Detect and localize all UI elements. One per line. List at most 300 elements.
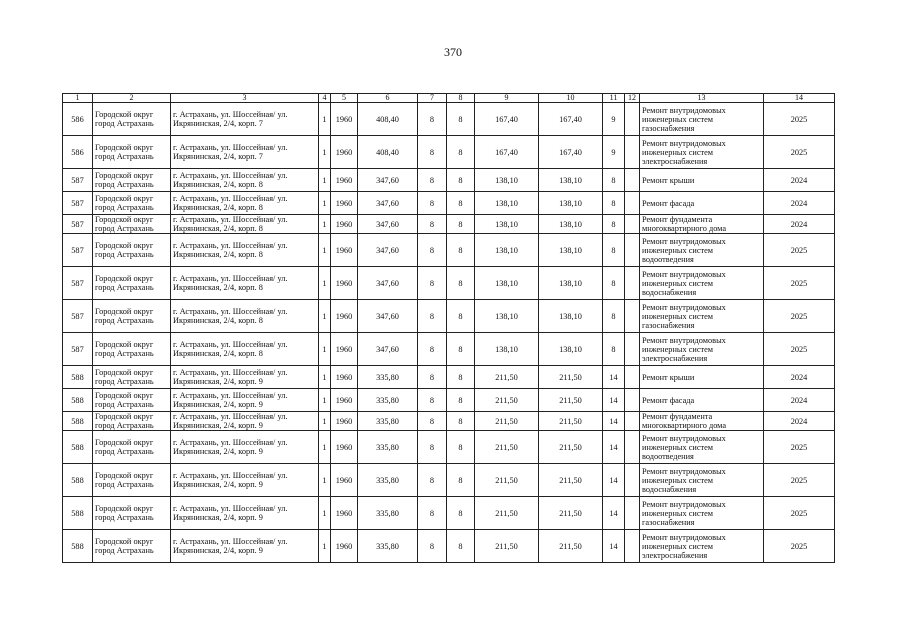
address-cell bbox=[171, 464, 319, 497]
col-11-cell: 14 bbox=[603, 464, 625, 497]
municipality-cell bbox=[93, 431, 171, 464]
municipality-line-2: город Астрахань bbox=[95, 316, 154, 325]
address-cell bbox=[171, 103, 319, 136]
address-line-2: Икрянинская, 2/4, корп. 7 bbox=[173, 119, 263, 128]
municipality-line-1: Городской округ bbox=[95, 438, 154, 447]
address-line-2: Икрянинская, 2/4, корп. 9 bbox=[173, 447, 263, 456]
work-type-line-1: Ремонт фундамента bbox=[642, 412, 713, 421]
column-header: 1 bbox=[63, 94, 93, 103]
work-type-line-3: водоснабжения bbox=[642, 484, 697, 494]
work-type-cell bbox=[640, 136, 764, 169]
municipality-line-1: Городской округ bbox=[95, 215, 154, 224]
col-11-cell: 8 bbox=[603, 234, 625, 267]
table-row bbox=[63, 497, 835, 530]
planned-year-cell: 2025 bbox=[764, 300, 835, 333]
municipality-line-1: Городской округ bbox=[95, 471, 154, 480]
col-9-cell: 167,40 bbox=[475, 103, 539, 136]
item-number-cell: 587 bbox=[63, 333, 93, 366]
municipality-line-1: Городской округ bbox=[95, 307, 154, 316]
area-cell: 347,60 bbox=[358, 300, 418, 333]
col-7-cell: 8 bbox=[418, 333, 447, 366]
area-cell: 408,40 bbox=[358, 103, 418, 136]
address-line-2: Икрянинская, 2/4, корп. 8 bbox=[173, 224, 263, 233]
column-header: 13 bbox=[640, 94, 764, 103]
col-12-cell bbox=[625, 136, 640, 169]
item-number-cell: 586 bbox=[63, 136, 93, 169]
planned-year-cell: 2024 bbox=[764, 192, 835, 215]
table-row bbox=[63, 530, 835, 563]
work-type-line-1: Ремонт внутридомовых bbox=[642, 433, 726, 443]
col-4-cell: 1 bbox=[319, 412, 331, 431]
area-cell: 347,60 bbox=[358, 267, 418, 300]
col-10-cell: 138,10 bbox=[539, 333, 603, 366]
col-10-cell: 138,10 bbox=[539, 267, 603, 300]
col-7-cell: 8 bbox=[418, 234, 447, 267]
col-7-cell: 8 bbox=[418, 412, 447, 431]
work-type-cell bbox=[640, 169, 764, 192]
col-7-cell: 8 bbox=[418, 136, 447, 169]
municipality-line-2: город Астрахань bbox=[95, 421, 154, 430]
column-header: 7 bbox=[418, 94, 447, 103]
work-type-line-1: Ремонт внутридомовых bbox=[642, 236, 726, 246]
work-type-cell bbox=[640, 300, 764, 333]
work-type-line-1: Ремонт крыши bbox=[642, 175, 695, 185]
address-cell bbox=[171, 366, 319, 389]
col-10-cell: 211,50 bbox=[539, 530, 603, 563]
address-line-1: г. Астрахань, ул. Шоссейная/ ул. bbox=[173, 340, 288, 349]
area-cell: 335,80 bbox=[358, 412, 418, 431]
table-body bbox=[63, 103, 835, 563]
col-8-cell: 8 bbox=[447, 464, 475, 497]
year-cell: 1960 bbox=[331, 366, 358, 389]
col-12-cell bbox=[625, 366, 640, 389]
item-number-cell: 588 bbox=[63, 464, 93, 497]
col-11-cell: 8 bbox=[603, 300, 625, 333]
area-cell: 408,40 bbox=[358, 136, 418, 169]
col-12-cell bbox=[625, 412, 640, 431]
col-12-cell bbox=[625, 215, 640, 234]
municipality-line-1: Городской округ bbox=[95, 241, 154, 250]
municipality-line-2: город Астрахань bbox=[95, 480, 154, 489]
municipality-cell bbox=[93, 366, 171, 389]
col-7-cell: 8 bbox=[418, 366, 447, 389]
col-11-cell: 14 bbox=[603, 530, 625, 563]
item-number-cell: 587 bbox=[63, 215, 93, 234]
col-10-cell: 211,50 bbox=[539, 389, 603, 412]
col-8-cell: 8 bbox=[447, 103, 475, 136]
address-line-2: Икрянинская, 2/4, корп. 8 bbox=[173, 180, 263, 189]
year-cell: 1960 bbox=[331, 136, 358, 169]
col-7-cell: 8 bbox=[418, 497, 447, 530]
col-4-cell: 1 bbox=[319, 267, 331, 300]
item-number-cell: 588 bbox=[63, 431, 93, 464]
year-cell: 1960 bbox=[331, 300, 358, 333]
address-line-1: г. Астрахань, ул. Шоссейная/ ул. bbox=[173, 171, 288, 180]
item-number-cell: 588 bbox=[63, 366, 93, 389]
work-type-line-2: инженерных систем bbox=[642, 508, 714, 518]
table-row bbox=[63, 169, 835, 192]
col-4-cell: 1 bbox=[319, 192, 331, 215]
address-line-1: г. Астрахань, ул. Шоссейная/ ул. bbox=[173, 274, 288, 283]
work-type-cell bbox=[640, 412, 764, 431]
address-line-1: г. Астрахань, ул. Шоссейная/ ул. bbox=[173, 412, 288, 421]
page-number: 370 bbox=[444, 45, 462, 59]
table-row bbox=[63, 136, 835, 169]
address-cell bbox=[171, 389, 319, 412]
address-cell bbox=[171, 497, 319, 530]
address-line-2: Икрянинская, 2/4, корп. 8 bbox=[173, 349, 263, 358]
address-cell bbox=[171, 300, 319, 333]
municipality-cell bbox=[93, 215, 171, 234]
work-type-line-1: Ремонт внутридомовых bbox=[642, 532, 726, 542]
item-number-cell: 588 bbox=[63, 530, 93, 563]
municipality-line-2: город Астрахань bbox=[95, 400, 154, 409]
column-header: 4 bbox=[319, 94, 331, 103]
table-row bbox=[63, 267, 835, 300]
col-8-cell: 8 bbox=[447, 389, 475, 412]
area-cell: 335,80 bbox=[358, 530, 418, 563]
col-7-cell: 8 bbox=[418, 431, 447, 464]
address-line-2: Икрянинская, 2/4, корп. 8 bbox=[173, 203, 263, 212]
address-line-1: г. Астрахань, ул. Шоссейная/ ул. bbox=[173, 143, 288, 152]
col-10-cell: 211,50 bbox=[539, 412, 603, 431]
col-7-cell: 8 bbox=[418, 267, 447, 300]
col-7-cell: 8 bbox=[418, 169, 447, 192]
col-12-cell bbox=[625, 267, 640, 300]
col-7-cell: 8 bbox=[418, 300, 447, 333]
municipality-line-2: город Астрахань bbox=[95, 180, 154, 189]
col-9-cell: 211,50 bbox=[475, 412, 539, 431]
col-9-cell: 138,10 bbox=[475, 169, 539, 192]
area-cell: 335,80 bbox=[358, 389, 418, 412]
col-9-cell: 211,50 bbox=[475, 389, 539, 412]
col-9-cell: 138,10 bbox=[475, 300, 539, 333]
col-11-cell: 9 bbox=[603, 103, 625, 136]
year-cell: 1960 bbox=[331, 464, 358, 497]
area-cell: 335,80 bbox=[358, 366, 418, 389]
col-12-cell bbox=[625, 300, 640, 333]
work-type-line-1: Ремонт внутридомовых bbox=[642, 335, 726, 345]
col-12-cell bbox=[625, 192, 640, 215]
municipality-line-1: Городской округ bbox=[95, 537, 154, 546]
address-line-2: Икрянинская, 2/4, корп. 9 bbox=[173, 546, 263, 555]
planned-year-cell: 2025 bbox=[764, 234, 835, 267]
planned-year-cell: 2025 bbox=[764, 333, 835, 366]
address-line-2: Икрянинская, 2/4, корп. 9 bbox=[173, 421, 263, 430]
address-cell bbox=[171, 234, 319, 267]
address-line-2: Икрянинская, 2/4, корп. 9 bbox=[173, 480, 263, 489]
planned-year-cell: 2024 bbox=[764, 215, 835, 234]
address-cell bbox=[171, 530, 319, 563]
municipality-line-1: Городской округ bbox=[95, 368, 154, 377]
address-line-1: г. Астрахань, ул. Шоссейная/ ул. bbox=[173, 215, 288, 224]
work-type-line-1: Ремонт фасада bbox=[642, 395, 695, 405]
address-cell bbox=[171, 431, 319, 464]
work-type-cell bbox=[640, 389, 764, 412]
col-8-cell: 8 bbox=[447, 234, 475, 267]
municipality-cell bbox=[93, 464, 171, 497]
work-type-cell bbox=[640, 464, 764, 497]
municipality-line-2: город Астрахань bbox=[95, 250, 154, 259]
col-8-cell: 8 bbox=[447, 366, 475, 389]
item-number-cell: 588 bbox=[63, 412, 93, 431]
col-10-cell: 138,10 bbox=[539, 215, 603, 234]
work-type-line-1: Ремонт внутридомовых bbox=[642, 105, 726, 115]
col-4-cell: 1 bbox=[319, 464, 331, 497]
col-12-cell bbox=[625, 530, 640, 563]
address-line-2: Икрянинская, 2/4, корп. 9 bbox=[173, 377, 263, 386]
col-8-cell: 8 bbox=[447, 300, 475, 333]
col-11-cell: 8 bbox=[603, 333, 625, 366]
table-row bbox=[63, 431, 835, 464]
planned-year-cell: 2025 bbox=[764, 103, 835, 136]
item-number-cell: 587 bbox=[63, 267, 93, 300]
work-type-line-3: водоотведения bbox=[642, 451, 694, 461]
column-header: 3 bbox=[171, 94, 319, 103]
col-9-cell: 211,50 bbox=[475, 530, 539, 563]
work-type-line-3: газоснабжения bbox=[642, 123, 695, 133]
work-type-cell bbox=[640, 333, 764, 366]
col-12-cell bbox=[625, 431, 640, 464]
col-12-cell bbox=[625, 464, 640, 497]
col-8-cell: 8 bbox=[447, 136, 475, 169]
planned-year-cell: 2025 bbox=[764, 267, 835, 300]
address-line-1: г. Астрахань, ул. Шоссейная/ ул. bbox=[173, 537, 288, 546]
col-7-cell: 8 bbox=[418, 464, 447, 497]
address-line-2: Икрянинская, 2/4, корп. 9 bbox=[173, 400, 263, 409]
address-cell bbox=[171, 333, 319, 366]
municipality-line-2: город Астрахань bbox=[95, 377, 154, 386]
work-type-cell bbox=[640, 103, 764, 136]
work-type-line-1: Ремонт фундамента bbox=[642, 215, 713, 224]
address-line-2: Икрянинская, 2/4, корп. 7 bbox=[173, 152, 263, 161]
table-row bbox=[63, 300, 835, 333]
planned-year-cell: 2024 bbox=[764, 412, 835, 431]
col-8-cell: 8 bbox=[447, 267, 475, 300]
planned-year-cell: 2025 bbox=[764, 464, 835, 497]
address-cell bbox=[171, 267, 319, 300]
column-header: 11 bbox=[603, 94, 625, 103]
work-type-cell bbox=[640, 530, 764, 563]
planned-year-cell: 2025 bbox=[764, 497, 835, 530]
col-10-cell: 211,50 bbox=[539, 431, 603, 464]
col-7-cell: 8 bbox=[418, 215, 447, 234]
col-7-cell: 8 bbox=[418, 103, 447, 136]
col-10-cell: 138,10 bbox=[539, 192, 603, 215]
municipality-cell bbox=[93, 136, 171, 169]
col-9-cell: 138,10 bbox=[475, 192, 539, 215]
municipality-cell bbox=[93, 300, 171, 333]
repair-schedule-table bbox=[62, 93, 835, 563]
planned-year-cell: 2024 bbox=[764, 366, 835, 389]
year-cell: 1960 bbox=[331, 431, 358, 464]
address-line-1: г. Астрахань, ул. Шоссейная/ ул. bbox=[173, 504, 288, 513]
item-number-cell: 587 bbox=[63, 169, 93, 192]
col-11-cell: 8 bbox=[603, 169, 625, 192]
col-10-cell: 167,40 bbox=[539, 136, 603, 169]
col-9-cell: 138,10 bbox=[475, 333, 539, 366]
work-type-line-3: водоснабжения bbox=[642, 287, 697, 297]
col-8-cell: 8 bbox=[447, 215, 475, 234]
year-cell: 1960 bbox=[331, 169, 358, 192]
col-11-cell: 14 bbox=[603, 389, 625, 412]
work-type-line-1: Ремонт фасада bbox=[642, 198, 695, 208]
work-type-line-3: электроснабжения bbox=[642, 550, 708, 560]
address-line-2: Икрянинская, 2/4, корп. 8 bbox=[173, 283, 263, 292]
col-12-cell bbox=[625, 103, 640, 136]
work-type-line-3: электроснабжения bbox=[642, 156, 708, 166]
work-type-line-2: инженерных систем bbox=[642, 311, 714, 321]
year-cell: 1960 bbox=[331, 103, 358, 136]
col-7-cell: 8 bbox=[418, 389, 447, 412]
table-row bbox=[63, 333, 835, 366]
municipality-line-2: город Астрахань bbox=[95, 546, 154, 555]
planned-year-cell: 2025 bbox=[764, 431, 835, 464]
year-cell: 1960 bbox=[331, 215, 358, 234]
work-type-line-2: инженерных систем bbox=[642, 278, 714, 288]
municipality-line-2: город Астрахань bbox=[95, 349, 154, 358]
col-11-cell: 8 bbox=[603, 215, 625, 234]
work-type-line-2: инженерных систем bbox=[642, 442, 714, 452]
col-10-cell: 138,10 bbox=[539, 169, 603, 192]
col-11-cell: 14 bbox=[603, 431, 625, 464]
area-cell: 347,60 bbox=[358, 169, 418, 192]
municipality-line-1: Городской округ bbox=[95, 194, 154, 203]
municipality-line-1: Городской округ bbox=[95, 412, 154, 421]
col-9-cell: 138,10 bbox=[475, 267, 539, 300]
area-cell: 347,60 bbox=[358, 215, 418, 234]
column-header: 6 bbox=[358, 94, 418, 103]
column-header: 5 bbox=[331, 94, 358, 103]
col-12-cell bbox=[625, 234, 640, 267]
address-cell bbox=[171, 412, 319, 431]
municipality-line-1: Городской округ bbox=[95, 171, 154, 180]
municipality-cell bbox=[93, 389, 171, 412]
col-9-cell: 138,10 bbox=[475, 215, 539, 234]
work-type-line-2: инженерных систем bbox=[642, 475, 714, 485]
year-cell: 1960 bbox=[331, 333, 358, 366]
work-type-line-3: газоснабжения bbox=[642, 517, 695, 527]
work-type-line-2: инженерных систем bbox=[642, 245, 714, 255]
col-4-cell: 1 bbox=[319, 103, 331, 136]
column-header: 10 bbox=[539, 94, 603, 103]
municipality-line-1: Городской округ bbox=[95, 274, 154, 283]
col-9-cell: 211,50 bbox=[475, 431, 539, 464]
municipality-line-2: город Астрахань bbox=[95, 513, 154, 522]
address-cell bbox=[171, 192, 319, 215]
year-cell: 1960 bbox=[331, 234, 358, 267]
address-line-1: г. Астрахань, ул. Шоссейная/ ул. bbox=[173, 368, 288, 377]
col-9-cell: 211,50 bbox=[475, 497, 539, 530]
year-cell: 1960 bbox=[331, 497, 358, 530]
col-9-cell: 211,50 bbox=[475, 464, 539, 497]
column-header: 8 bbox=[447, 94, 475, 103]
year-cell: 1960 bbox=[331, 192, 358, 215]
address-line-1: г. Астрахань, ул. Шоссейная/ ул. bbox=[173, 391, 288, 400]
work-type-cell bbox=[640, 234, 764, 267]
year-cell: 1960 bbox=[331, 530, 358, 563]
work-type-cell bbox=[640, 215, 764, 234]
col-12-cell bbox=[625, 497, 640, 530]
municipality-cell bbox=[93, 497, 171, 530]
table-row bbox=[63, 389, 835, 412]
municipality-cell bbox=[93, 530, 171, 563]
planned-year-cell: 2024 bbox=[764, 389, 835, 412]
municipality-cell bbox=[93, 169, 171, 192]
work-type-line-2: инженерных систем bbox=[642, 147, 714, 157]
municipality-line-2: город Астрахань bbox=[95, 203, 154, 212]
col-7-cell: 8 bbox=[418, 530, 447, 563]
table-row bbox=[63, 366, 835, 389]
work-type-line-1: Ремонт внутридомовых bbox=[642, 138, 726, 148]
municipality-cell bbox=[93, 103, 171, 136]
address-line-2: Икрянинская, 2/4, корп. 8 bbox=[173, 316, 263, 325]
column-header: 12 bbox=[625, 94, 640, 103]
municipality-line-1: Городской округ bbox=[95, 391, 154, 400]
col-10-cell: 138,10 bbox=[539, 234, 603, 267]
col-12-cell bbox=[625, 333, 640, 366]
column-header: 2 bbox=[93, 94, 171, 103]
col-4-cell: 1 bbox=[319, 333, 331, 366]
col-8-cell: 8 bbox=[447, 192, 475, 215]
municipality-line-1: Городской округ bbox=[95, 110, 154, 119]
address-line-1: г. Астрахань, ул. Шоссейная/ ул. bbox=[173, 438, 288, 447]
address-line-1: г. Астрахань, ул. Шоссейная/ ул. bbox=[173, 471, 288, 480]
table-row bbox=[63, 103, 835, 136]
area-cell: 347,60 bbox=[358, 333, 418, 366]
work-type-line-1: Ремонт внутридомовых bbox=[642, 269, 726, 279]
col-11-cell: 14 bbox=[603, 412, 625, 431]
col-4-cell: 1 bbox=[319, 389, 331, 412]
municipality-line-2: город Астрахань bbox=[95, 152, 154, 161]
area-cell: 347,60 bbox=[358, 192, 418, 215]
table-row bbox=[63, 464, 835, 497]
address-cell bbox=[171, 169, 319, 192]
work-type-line-2: многоквартирного дома bbox=[642, 224, 727, 233]
column-header: 9 bbox=[475, 94, 539, 103]
area-cell: 335,80 bbox=[358, 431, 418, 464]
item-number-cell: 588 bbox=[63, 497, 93, 530]
work-type-line-3: водоотведения bbox=[642, 254, 694, 264]
work-type-line-3: электроснабжения bbox=[642, 353, 708, 363]
year-cell: 1960 bbox=[331, 267, 358, 300]
col-11-cell: 9 bbox=[603, 136, 625, 169]
municipality-cell bbox=[93, 333, 171, 366]
col-4-cell: 1 bbox=[319, 431, 331, 464]
col-8-cell: 8 bbox=[447, 431, 475, 464]
municipality-cell bbox=[93, 412, 171, 431]
address-line-2: Икрянинская, 2/4, корп. 9 bbox=[173, 513, 263, 522]
col-8-cell: 8 bbox=[447, 412, 475, 431]
col-4-cell: 1 bbox=[319, 169, 331, 192]
col-10-cell: 138,10 bbox=[539, 300, 603, 333]
work-type-line-2: инженерных систем bbox=[642, 344, 714, 354]
work-type-cell bbox=[640, 431, 764, 464]
work-type-cell bbox=[640, 497, 764, 530]
municipality-line-1: Городской округ bbox=[95, 340, 154, 349]
planned-year-cell: 2025 bbox=[764, 530, 835, 563]
col-7-cell: 8 bbox=[418, 192, 447, 215]
municipality-line-2: город Астрахань bbox=[95, 447, 154, 456]
address-cell bbox=[171, 215, 319, 234]
municipality-line-2: город Астрахань bbox=[95, 283, 154, 292]
col-11-cell: 14 bbox=[603, 497, 625, 530]
planned-year-cell: 2025 bbox=[764, 136, 835, 169]
municipality-line-1: Городской округ bbox=[95, 143, 154, 152]
planned-year-cell: 2024 bbox=[764, 169, 835, 192]
col-8-cell: 8 bbox=[447, 497, 475, 530]
col-4-cell: 1 bbox=[319, 497, 331, 530]
